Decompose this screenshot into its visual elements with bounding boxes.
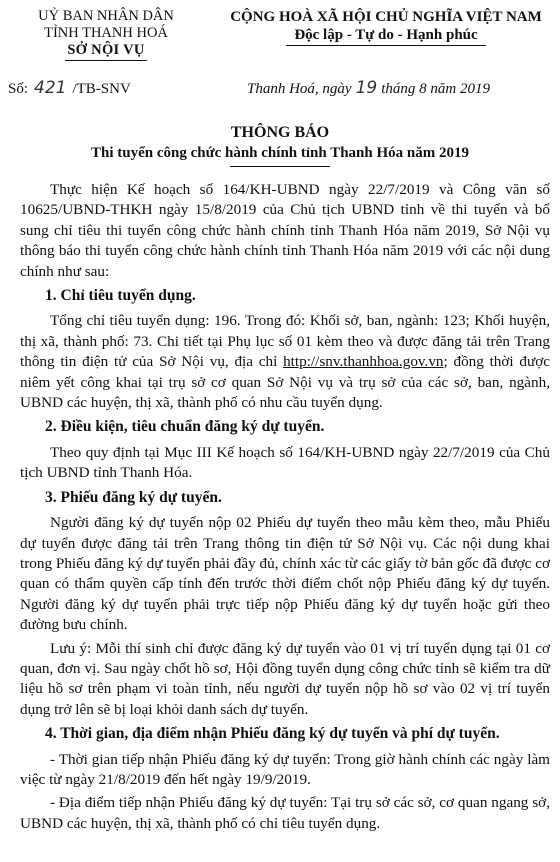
agency-underline [65,60,147,61]
national-motto: Độc lập - Tự do - Hạnh phúc [294,27,478,43]
document-subtitle: Thi tuyển công chức hành chính tỉnh Thanh Hóa năm 2019 [90,145,469,161]
document-title: THÔNG BÁO [230,124,330,141]
section-1-paragraph [20,311,550,413]
website-link[interactable]: http://snv.thanhhoa.gov.vn [283,353,444,371]
section-3-note: Lưu ý: Mỗi thí sinh chỉ được đăng ký dự tuyển vào 01 vị trí tuyển dụng tại 01 cơ quan, đơn vị. Sau ngày chốt hồ sơ, Hội đồng tuyển dụng công chức tỉnh sẽ kiểm tra dữ liệu hồ sơ trên phạm vi toàn tỉnh, nếu người dự tuyển nộp hồ sơ vào 02 vị trí tuyển dụng trở lên sẽ bị loại khỏi danh sách dự tuyển. [20,639,550,718]
issuing-agency-block [8,8,204,61]
section-1-text-b: ; đồng thời được niêm yết công khai tại trụ sở cơ quan Sở Nội vụ và trụ sở của các sở, ban, ngành, UBND các huyện, thị xã, thành phố có nhu cầu tuyển dụng. [20,353,550,412]
nation-name: CỘNG HOÀ XÃ HỘI CHỦ NGHĨA VIỆT NAM [230,9,542,25]
section-1-text-a: Tổng chỉ tiêu tuyển dụng: 196. Trong đó: Khối sở, ban, ngành: 123; Khối huyện, thị xã, thành phố: 73. Chi tiết tại Phụ lục số 01 kèm theo và được đăng tải trên Trang thông tin điện tử của Sở Nội vụ, địa chỉ [20,312,550,371]
section-1-heading: 1. Chỉ tiêu tuyển dụng. [45,287,196,305]
date-after: tháng 8 năm 2019 [381,81,490,97]
doc-number-prefix: Số: [8,81,29,97]
section-4-location: - Địa điểm tiếp nhận Phiếu đăng ký dự tuyển: Tại trụ sở các sở, cơ quan ngang sở, UBND các huyện, thị xã, thành phố có chỉ tiêu tuyển dụng. [20,794,550,832]
motto-underline [286,45,486,46]
section-3-paragraph-1: Người đăng ký dự tuyển nộp 02 Phiếu dự tuyển theo mẫu kèm theo, mẫu Phiếu dự tuyển được đăng tải trên Trang thông tin điện tử Sở Nội vụ. Các nội dung khai trong Phiếu đăng ký dự tuyển phải đầy đủ, chính xác từ các giấy tờ bản gốc đã được cơ quan có thẩm quyền cấp tính đến trước thời điểm chốt nộp Phiếu đăng ký dự tuyển. Người đăng ký dự tuyển phải trực tiếp nộp Phiếu đăng ký dự tuyển hoặc gửi theo đường bưu chính. [20,514,550,634]
document-body [20,180,550,834]
national-heading-block [216,8,556,46]
date-day-handwritten: 19 [355,78,378,98]
section-2-heading: 2. Điều kiện, tiêu chuẩn đăng ký dự tuyển. [45,418,325,436]
agency-line-3: SỞ NỘI VỤ [67,42,145,58]
section-4-time: - Thời gian tiếp nhận Phiếu đăng ký dự tuyển: Trong giờ hành chính các ngày làm việc từ ngày 21/8/2019 đến hết ngày 19/9/2019. [20,750,550,788]
agency-line-2: TỈNH THANH HOÁ [44,25,168,41]
doc-number-handwritten: 421 [34,78,67,98]
section-3-heading: 3. Phiếu đăng ký dự tuyển. [45,488,222,506]
date-before: Thanh Hoá, ngày [247,81,352,97]
section-2-paragraph: Theo quy định tại Mục III Kế hoạch số 164/KH-UBND ngày 22/7/2019 của Chủ tịch UBND tỉnh Thanh Hóa. [20,443,550,482]
agency-line-1: UỶ BAN NHÂN DÂN [38,8,174,24]
section-4-heading: 4. Thời gian, địa điểm nhận Phiếu đăng ký dự tuyển và phí dự tuyển. [45,725,500,743]
intro-paragraph: Thực hiện Kế hoạch số 164/KH-UBND ngày 22/7/2019 và Công văn số 10625/UBND-THKH ngày 15/8/2019 của Chủ tịch UBND tỉnh về thi tuyển và bổ sung chỉ tiêu thi tuyển công chức hành chính tỉnh Thanh Hóa năm 2019, Sở Nội vụ thông báo thi tuyển công chức hành chính tỉnh Thanh Hóa năm 2019 với các nội dung chính như sau: [20,181,550,280]
document-number [8,78,131,98]
doc-number-suffix: /TB-SNV [72,81,131,97]
date-line [247,78,490,98]
subtitle-underline [230,166,330,167]
